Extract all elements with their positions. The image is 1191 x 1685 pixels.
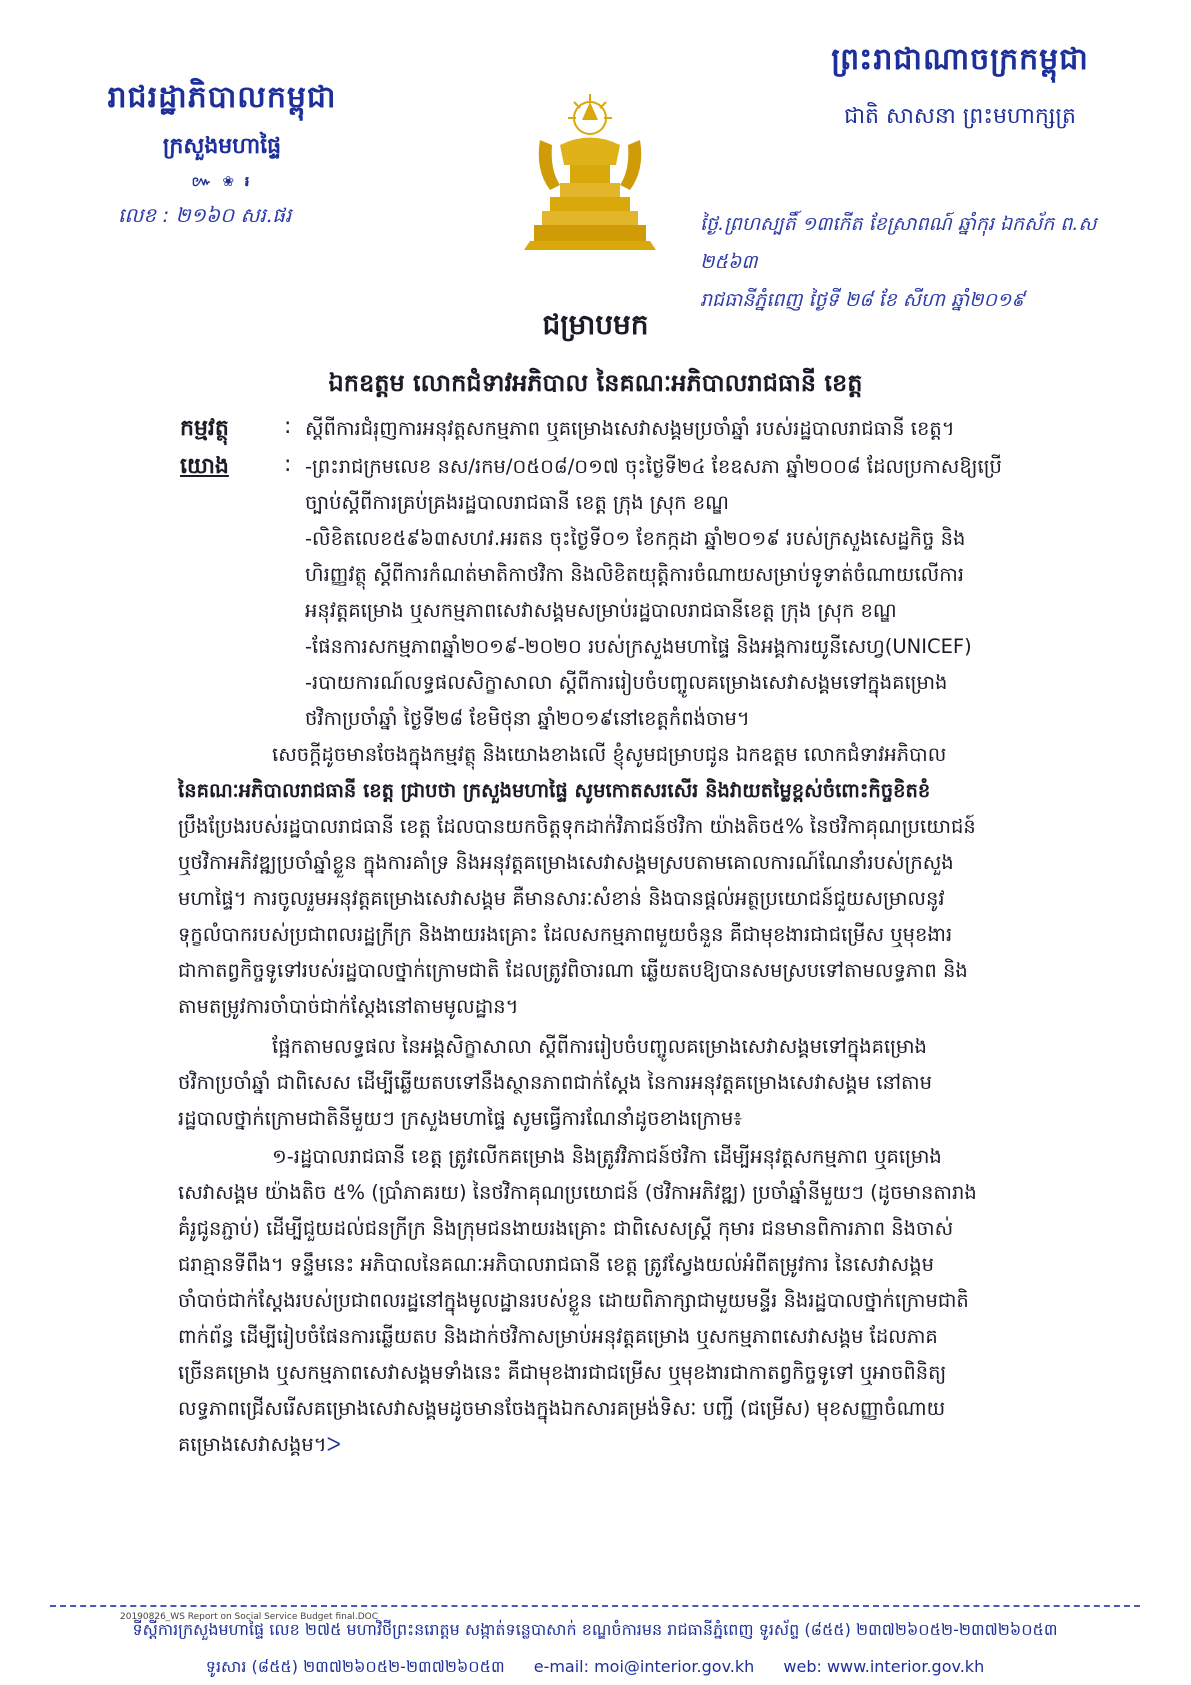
initial-mark-icon: ᐳ	[326, 1433, 341, 1456]
reference-line: ច្បាប់ស្តីពីការគ្រប់គ្រងរដ្ឋបាលរាជធានី ខេត្ត ក្រុង ស្រុក ខណ្ឌ	[305, 491, 729, 514]
kingdom-name: ព្រះរាជាណាចក្រកម្ពុជា	[831, 42, 1089, 77]
file-reference: 20190826_WS Report on Social Service Budget final.DOC	[120, 1612, 378, 1622]
recipient: ឯកឧត្តម លោកជំទាវអភិបាល នៃគណៈអភិបាលរាជធានី ខេត្ត	[328, 369, 863, 397]
date-block	[700, 205, 1140, 319]
footer-web: web: www.interior.gov.kh	[783, 1657, 985, 1676]
paragraph-line: តាមតម្រូវការចាំបាច់ជាក់ស្តែងនៅតាមមូលដ្ឋាន។	[178, 995, 519, 1018]
paragraph-line: រដ្ឋបាលថ្នាក់ក្រោមជាតិនីមួយៗ ក្រសួងមហាផ្ទៃ សូមធ្វើការណែនាំដូចខាងក្រោម៖	[178, 1107, 742, 1130]
footer-fax: ទូរសារ (៨៥៥) ២៣៧២៦០៥២-២៣៧២៦០៥៣	[205, 1657, 505, 1676]
ministry-name: ក្រសួងមហាផ្ទៃ	[162, 134, 282, 159]
paragraph-line: ច្រើនគម្រោង ឬសកម្មភាពសេវាសង្គមទាំងនេះ គឺជាមុខងារជាជម្រើស ឬមុខងារជាកាតព្វកិច្ចទូទៅ ឬអាចពិនិត្យ	[178, 1361, 947, 1384]
kingdom-header	[790, 40, 1130, 134]
reference-line: ថវិកាប្រចាំឆ្នាំ ថ្ងៃទី២៨ ខែមិថុនា ឆ្នាំ២០១៩នៅខេត្តកំពង់ចាម។	[305, 707, 750, 730]
reference-line: អនុវត្តគម្រោង ឬសកម្មភាពសេវាសង្គមសម្រាប់រដ្ឋបាលរាជធានីខេត្ត ក្រុង ស្រុក ខណ្ឌ	[305, 599, 897, 622]
reference-line: ហិរញ្ញវត្ថុ ស្តីពីការកំណត់មាតិកាថវិកា និងលិខិតយុត្តិការចំណាយសម្រាប់ទូទាត់ចំណាយលើការ	[305, 563, 965, 586]
royal-emblem-icon	[490, 90, 690, 255]
paragraph-line: មហាផ្ទៃ។ ការចូលរួមអនុវត្តគម្រោងសេវាសង្គម គឺមានសារៈសំខាន់ និងបានផ្តល់អត្ថប្រយោជន៍ជួយសម្រាលនូវ	[178, 887, 945, 910]
paragraph-line: គំរូជូនភ្ជាប់) ដើម្បីជួយដល់ជនក្រីក្រ និងក្រុមជនងាយរងគ្រោះ ជាពិសេសស្ត្រី កុមារ ជនមានពិការភាព និងចាស់	[178, 1217, 954, 1240]
paragraph-3-first-line: ១-រដ្ឋបាលរាជធានី ខេត្ត ត្រូវលើកគម្រោង និងត្រូវវិភាជន៍ថវិកា ដើម្បីអនុវត្តសកម្មភាព ឬគម្រោង	[272, 1145, 942, 1168]
subject-label: កម្មវត្ថុ	[180, 416, 229, 441]
footer-divider	[50, 1605, 1140, 1607]
paragraph-line: ប្រឹងប្រែងរបស់រដ្ឋបាលរាជធានី ខេត្ត ដែលបានយកចិត្តទុកដាក់វិភាជន៍ថវិកា យ៉ាងតិច៥% នៃថវិកាគុណប្រយោជន៍	[178, 815, 976, 838]
reference-number	[118, 202, 291, 232]
national-motto: ជាតិ សាសនា ព្រះមហាក្សត្រ	[844, 104, 1076, 129]
subject-text: ស្តីពីការជំរុញការអនុវត្តសកម្មភាព ឬគម្រោងសេវាសង្គមប្រចាំឆ្នាំ របស់រដ្ឋបាលរាជធានី ខេត្ត។	[305, 417, 955, 440]
paragraph-line-text: គម្រោងសេវាសង្គម។	[178, 1433, 327, 1456]
subject-colon: :	[284, 414, 292, 439]
government-name: រាជរដ្ឋាភិបាលកម្ពុជា	[107, 80, 337, 115]
reference-line: -លិខិតលេខ៥៩៦៣សហវ.អរតន ចុះថ្ងៃទី០១ ខែកក្កដា ឆ្នាំ២០១៩ របស់ក្រសួងសេដ្ឋកិច្ច និង	[305, 527, 966, 550]
paragraph-line: ជាកាតព្វកិច្ចទូទៅរបស់រដ្ឋបាលថ្នាក់ក្រោមជាតិ ដែលត្រូវពិចារណា ឆ្លើយតបឱ្យបានសមស្របទៅតាមលទ្ធភាព និង	[178, 959, 968, 982]
paragraph-1	[178, 773, 1118, 1025]
reference-number-value: ២១៦០ សរ.ផរ	[175, 203, 292, 227]
footer-contact	[50, 1656, 1140, 1680]
paragraph-line: លទ្ធភាពជ្រើសរើសគម្រោងសេវាសង្គមដូចមានចែងក្នុងឯកសារគម្រង់ទិសៈ បញ្ជី (ជម្រើស) មុខសញ្ញាចំណាយ	[178, 1397, 946, 1420]
paragraph-3	[178, 1175, 1118, 1463]
paragraph-line: ចាំបាច់ជាក់ស្តែងរបស់ប្រជាពលរដ្ឋនៅក្នុងមូលដ្ឋានរបស់ខ្លួន ដោយពិភាក្សាជាមួយមន្ទីរ និងរដ្ឋបាលថ្នាក់ក្រោមជាតិ	[178, 1289, 969, 1312]
letter-title: ជម្រាបមក	[542, 308, 649, 341]
paragraph-line: ថវិកាប្រចាំឆ្នាំ ជាពិសេស ដើម្បីឆ្លើយតបទៅនឹងស្ថានភាពជាក់ស្តែង នៃការអនុវត្តគម្រោងសេវាសង្គម នៅតាម	[178, 1071, 932, 1094]
footer-email: e-mail: moi@interior.gov.kh	[533, 1657, 755, 1676]
reference-number-label: លេខ :	[118, 203, 170, 227]
reference-line: -ផែនការសកម្មភាពឆ្នាំ២០១៩-២០២០ របស់ក្រសួងមហាផ្ទៃ និងអង្គការយូនីសេហ្វ(UNICEF)	[305, 635, 972, 658]
paragraph-line: ជរាគ្មានទីពឹង។ ទន្ទឹមនេះ អភិបាលនៃគណៈអភិបាលរាជធានី ខេត្ត ត្រូវស្វែងយល់អំពីតម្រូវការ នៃសេវាសង្គម	[178, 1253, 935, 1276]
reference-line: -ព្រះរាជក្រមលេខ នស/រកម/០៥០៨/០១៧ ចុះថ្ងៃទី២៤ ខែឧសភា ឆ្នាំ២០០៨ ដែលប្រកាសឱ្យប្រើ	[305, 455, 1002, 478]
footer-address: ទីស្តីការក្រសួងមហាផ្ទៃ លេខ ២៧៥ មហាវិថីព្រះនរោត្តម សង្កាត់ទន្លេបាសាក់ ខណ្ឌចំការមន រាជធានីភ្នំពេញ ទូរស័ព្ទ (៨៥៥) ២៣៧២៦០៥២-២៣៧២៦០៥៣	[132, 1620, 1058, 1639]
reference-label: យោង	[180, 454, 229, 479]
paragraph-line: សេវាសង្គម យ៉ាងតិច ៥% (ប្រាំភាគរយ) នៃថវិកាគុណប្រយោជន៍ (ថវិកាអភិវឌ្ឍ) ប្រចាំឆ្នាំនីមួយៗ (ដូចមានតារាង	[178, 1181, 977, 1204]
solar-date: រាជធានីភ្នំពេញ ថ្ងៃទី ២៨ ខែ សីហា ឆ្នាំ២០១៩	[700, 289, 1025, 311]
ministry-header	[92, 78, 352, 193]
lunar-date: ថ្ងៃ.ព្រហស្បតិ៍ ១៣កើត ខែស្រាពណ៍ ឆ្នាំកុរ ឯកស័ក ព.ស ២៥៦៣	[700, 213, 1097, 273]
paragraph-2-first-line: ផ្អែកតាមលទ្ធផល នៃអង្គសិក្ខាសាលា ស្តីពីការរៀបចំបញ្ចូលគម្រោងសេវាសង្គមទៅក្នុងគម្រោង	[272, 1035, 927, 1058]
paragraph-line	[178, 1427, 1118, 1463]
paragraph-line: ពាក់ព័ន្ធ ដើម្បីរៀបចំផែនការឆ្លើយតប និងដាក់ថវិកាសម្រាប់អនុវត្តគម្រោង ឬសកម្មភាពសេវាសង្គម ដែលភាគ	[178, 1325, 938, 1348]
reference-colon: :	[284, 452, 292, 477]
paragraph-line: ទុក្ខលំបាករបស់ប្រជាពលរដ្ឋក្រីក្រ និងងាយរងគ្រោះ ដែលសកម្មភាពមួយចំនួន គឺជាមុខងារជាជម្រើស ឬមុខងារ	[178, 923, 953, 946]
reference-list	[305, 449, 1002, 737]
paragraph-line: នៃគណៈអភិបាលរាជធានី ខេត្ត ជ្រាបថា ក្រសួងមហាផ្ទៃ សូមកោតសរសើរ និងវាយតម្លៃខ្ពស់ចំពោះកិច្ចខិតខំ	[178, 779, 931, 802]
reference-line: -របាយការណ៍លទ្ធផលសិក្ខាសាលា ស្តីពីការរៀបចំបញ្ចូលគម្រោងសេវាសង្គមទៅក្នុងគម្រោង	[305, 671, 948, 694]
paragraph-1-first-line: សេចក្តីដូចមានចែងក្នុងកម្មវត្ថុ និងយោងខាងលើ ខ្ញុំសូមជម្រាបជូន ឯកឧត្តម លោកជំទាវអភិបាល	[272, 743, 947, 766]
paragraph-line: ឬថវិកាអភិវឌ្ឍប្រចាំឆ្នាំខ្លួន ក្នុងការគាំទ្រ និងអនុវត្តគម្រោងសេវាសង្គមស្របតាមគោលការណ៍ណែនាំរបស់ក្រសួង	[178, 851, 954, 874]
paragraph-2	[178, 1065, 1118, 1137]
ornament: ៚ ❀ ៛	[191, 174, 253, 190]
